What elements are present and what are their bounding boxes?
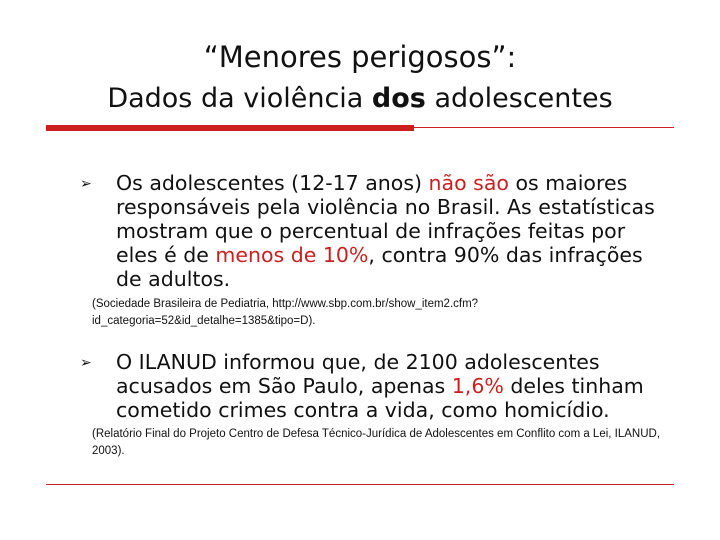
- title-line-2-bold: dos: [371, 83, 426, 114]
- title-line-2-pre: Dados da violência: [107, 83, 372, 114]
- footer-rule: [46, 484, 674, 485]
- bullet-arrow-icon: ➢: [80, 176, 92, 192]
- title-line-1: “Menores perigosos”:: [203, 40, 517, 74]
- bullet-1-highlight-nao-sao: não são: [428, 171, 509, 195]
- title-line-2: [0, 80, 720, 118]
- bullet-2-part-1: O ILANUD informou que, de 2100 adolescentes acusados em São Paulo, apenas: [116, 350, 600, 398]
- title-line-2-post: adolescentes: [425, 83, 613, 114]
- bullet-2-source: (Relatório Final do Projeto Centro de Defesa Técnico-Jurídica de Adolescentes em Conflito com a Lei, ILANUD, 2003).: [92, 428, 661, 457]
- bullet-1-part-1: Os adolescentes (12-17 anos): [116, 171, 429, 195]
- slide-title: [0, 38, 720, 118]
- bullet-1-text: [116, 171, 668, 291]
- bullet-1-highlight-percent: menos de 10%: [215, 243, 369, 267]
- bullet-2-highlight-percent: 1,6%: [451, 374, 504, 398]
- bullet-1-part-3: os maiores responsáveis pela violência no Brasil. As estatísticas mostram que o percentual de infrações feitas por eles é de: [116, 171, 655, 267]
- bullet-1-source: (Sociedade Brasileira de Pediatria, http://www.sbp.com.br/show_item2.cfm?id_categoria=52&id_detalhe=1385&tipo=D).: [92, 298, 479, 327]
- title-underline-thin: [414, 127, 674, 128]
- bullet-2-text: [116, 350, 668, 422]
- bullet-2-part-3: deles tinham cometido crimes contra a vida, como homicídio.: [116, 374, 644, 422]
- bullet-arrow-icon: ➢: [80, 355, 92, 371]
- title-underline-thick: [46, 125, 414, 131]
- bullet-1-part-5: , contra 90% das infrações de adultos.: [116, 243, 643, 291]
